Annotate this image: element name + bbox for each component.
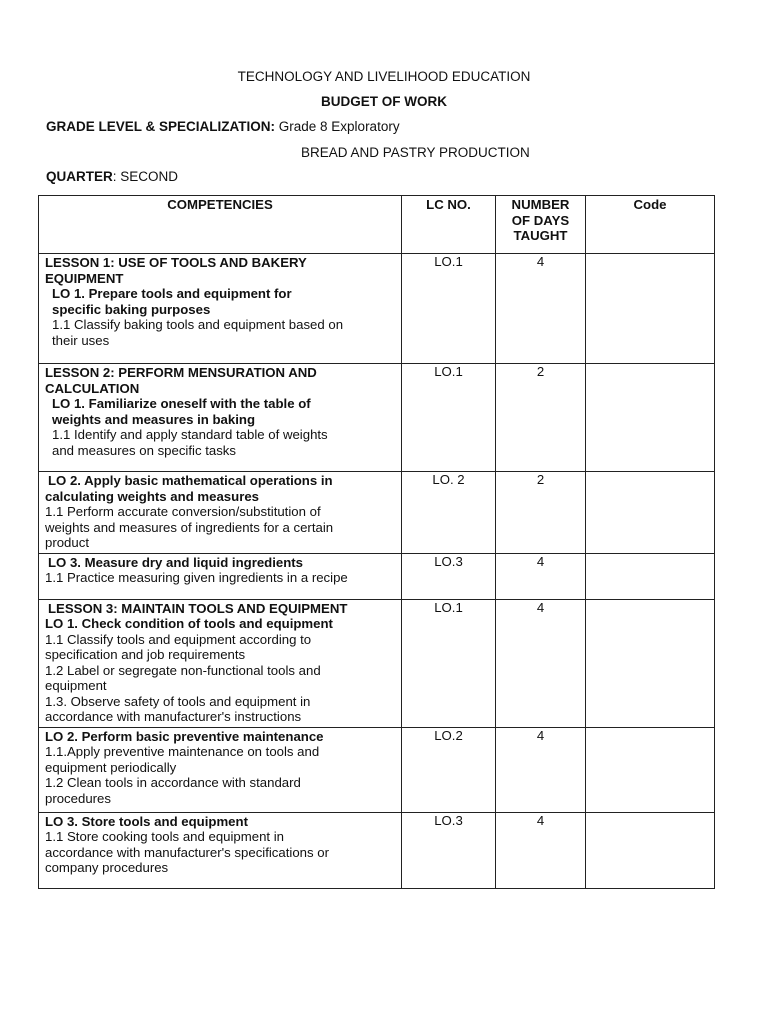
code-cell: [586, 364, 715, 472]
budget-of-work-table: [38, 195, 715, 889]
competency-line: 1.2 Label or segregate non-functional tools and: [45, 662, 321, 678]
competency-cell: [39, 553, 402, 599]
col-code: Code: [586, 196, 715, 254]
lc-number-cell: LO. 2: [402, 472, 496, 554]
competency-line: LO 3. Measure dry and liquid ingredients: [48, 554, 304, 570]
competency-line: 1.1 Store cooking tools and equipment in: [45, 829, 284, 844]
lc-number-cell: LO.3: [402, 553, 496, 599]
table-row: [39, 254, 715, 364]
competency-cell: [39, 812, 402, 888]
competency-line: accordance with manufacturer's specifications or: [45, 844, 329, 860]
code-cell: [586, 553, 715, 599]
competency-line: LO 2. Perform basic preventive maintenance: [45, 728, 324, 744]
days-taught-cell: 4: [496, 254, 586, 364]
code-cell: [586, 599, 715, 727]
code-cell: [586, 472, 715, 554]
doc-title: TECHNOLOGY AND LIVELIHOOD EDUCATION: [237, 69, 531, 84]
competency-line: LO 1. Check condition of tools and equipment: [45, 616, 333, 631]
table-row: [39, 812, 715, 888]
lc-number-cell: LO.2: [402, 727, 496, 812]
col-competencies: COMPETENCIES: [39, 196, 402, 254]
table-row: [39, 472, 715, 554]
specialization: BREAD AND PASTRY PRODUCTION: [301, 145, 530, 160]
competency-cell: [39, 599, 402, 727]
table-row: [39, 553, 715, 599]
competency-line: LESSON 2: PERFORM MENSURATION AND: [45, 365, 317, 380]
competency-line: specification and job requirements: [45, 647, 246, 662]
table-body: [39, 254, 715, 889]
competency-line: accordance with manufacturer's instructions: [45, 709, 302, 724]
doc-subtitle: BUDGET OF WORK: [321, 94, 447, 109]
lc-number-cell: LO.1: [402, 599, 496, 727]
competency-line: 1.3. Observe safety of tools and equipment in: [45, 693, 311, 709]
competency-line: 1.1.Apply preventive maintenance on tools and: [45, 744, 320, 759]
quarter-line: [46, 169, 178, 184]
competency-line: equipment: [45, 678, 107, 693]
competency-line: 1.1 Identify and apply standard table of weights: [52, 427, 328, 442]
days-taught-cell: 4: [496, 727, 586, 812]
col-days-taught: NUMBER OF DAYS TAUGHT: [496, 196, 586, 254]
competency-line: company procedures: [45, 860, 169, 875]
grade-level-value: Grade 8 Exploratory: [275, 119, 400, 134]
competency-line: equipment periodically: [45, 759, 177, 775]
competency-line: 1.1 Practice measuring given ingredients in a recipe: [45, 570, 348, 585]
days-taught-cell: 4: [496, 553, 586, 599]
lc-number-cell: LO.1: [402, 254, 496, 364]
days-taught-cell: 2: [496, 472, 586, 554]
competency-line: LO 3. Store tools and equipment: [45, 813, 248, 829]
competency-line: weights and measures of ingredients for a certain: [45, 519, 334, 535]
competency-line: 1.1 Perform accurate conversion/substitution of: [45, 504, 321, 519]
competency-line: procedures: [45, 790, 111, 806]
table-row: [39, 727, 715, 812]
competency-line: EQUIPMENT: [45, 270, 124, 286]
competency-line: product: [45, 535, 89, 550]
competency-cell: [39, 727, 402, 812]
competency-line: calculating weights and measures: [45, 488, 260, 504]
competency-line: 1.1 Classify baking tools and equipment based on: [52, 317, 344, 332]
quarter-value: : SECOND: [112, 169, 179, 184]
col-lc-no: LC NO.: [402, 196, 496, 254]
competency-line: LO 2. Apply basic mathematical operations in: [48, 473, 333, 488]
days-taught-cell: 4: [496, 812, 586, 888]
competency-line: LESSON 1: USE OF TOOLS AND BAKERY: [45, 255, 307, 270]
table-row: [39, 364, 715, 472]
competency-line: LESSON 3: MAINTAIN TOOLS AND EQUIPMENT: [48, 600, 348, 616]
competency-line: 1.1 Classify tools and equipment according to: [45, 631, 312, 647]
code-cell: [586, 812, 715, 888]
competency-line: LO 1. Prepare tools and equipment for: [52, 286, 292, 301]
table-header-row: [39, 196, 715, 254]
competency-line: their uses: [52, 332, 110, 348]
lc-number-cell: LO.1: [402, 364, 496, 472]
grade-level-line: [46, 119, 400, 134]
days-taught-cell: 2: [496, 364, 586, 472]
competency-line: CALCULATION: [45, 380, 140, 396]
days-taught-cell: 4: [496, 599, 586, 727]
competency-line: 1.2 Clean tools in accordance with standard: [45, 775, 301, 790]
competency-line: LO 1. Familiarize oneself with the table of: [52, 396, 311, 411]
code-cell: [586, 727, 715, 812]
competency-line: specific baking purposes: [52, 301, 211, 317]
code-cell: [586, 254, 715, 364]
lc-number-cell: LO.3: [402, 812, 496, 888]
grade-level-label: GRADE LEVEL & SPECIALIZATION:: [46, 119, 276, 134]
competency-line: and measures on specific tasks: [52, 442, 236, 458]
quarter-label: QUARTER: [46, 169, 113, 184]
competency-cell: [39, 364, 402, 472]
competency-cell: [39, 472, 402, 554]
table-row: [39, 599, 715, 727]
competency-line: weights and measures in baking: [52, 411, 255, 427]
competency-cell: [39, 254, 402, 364]
